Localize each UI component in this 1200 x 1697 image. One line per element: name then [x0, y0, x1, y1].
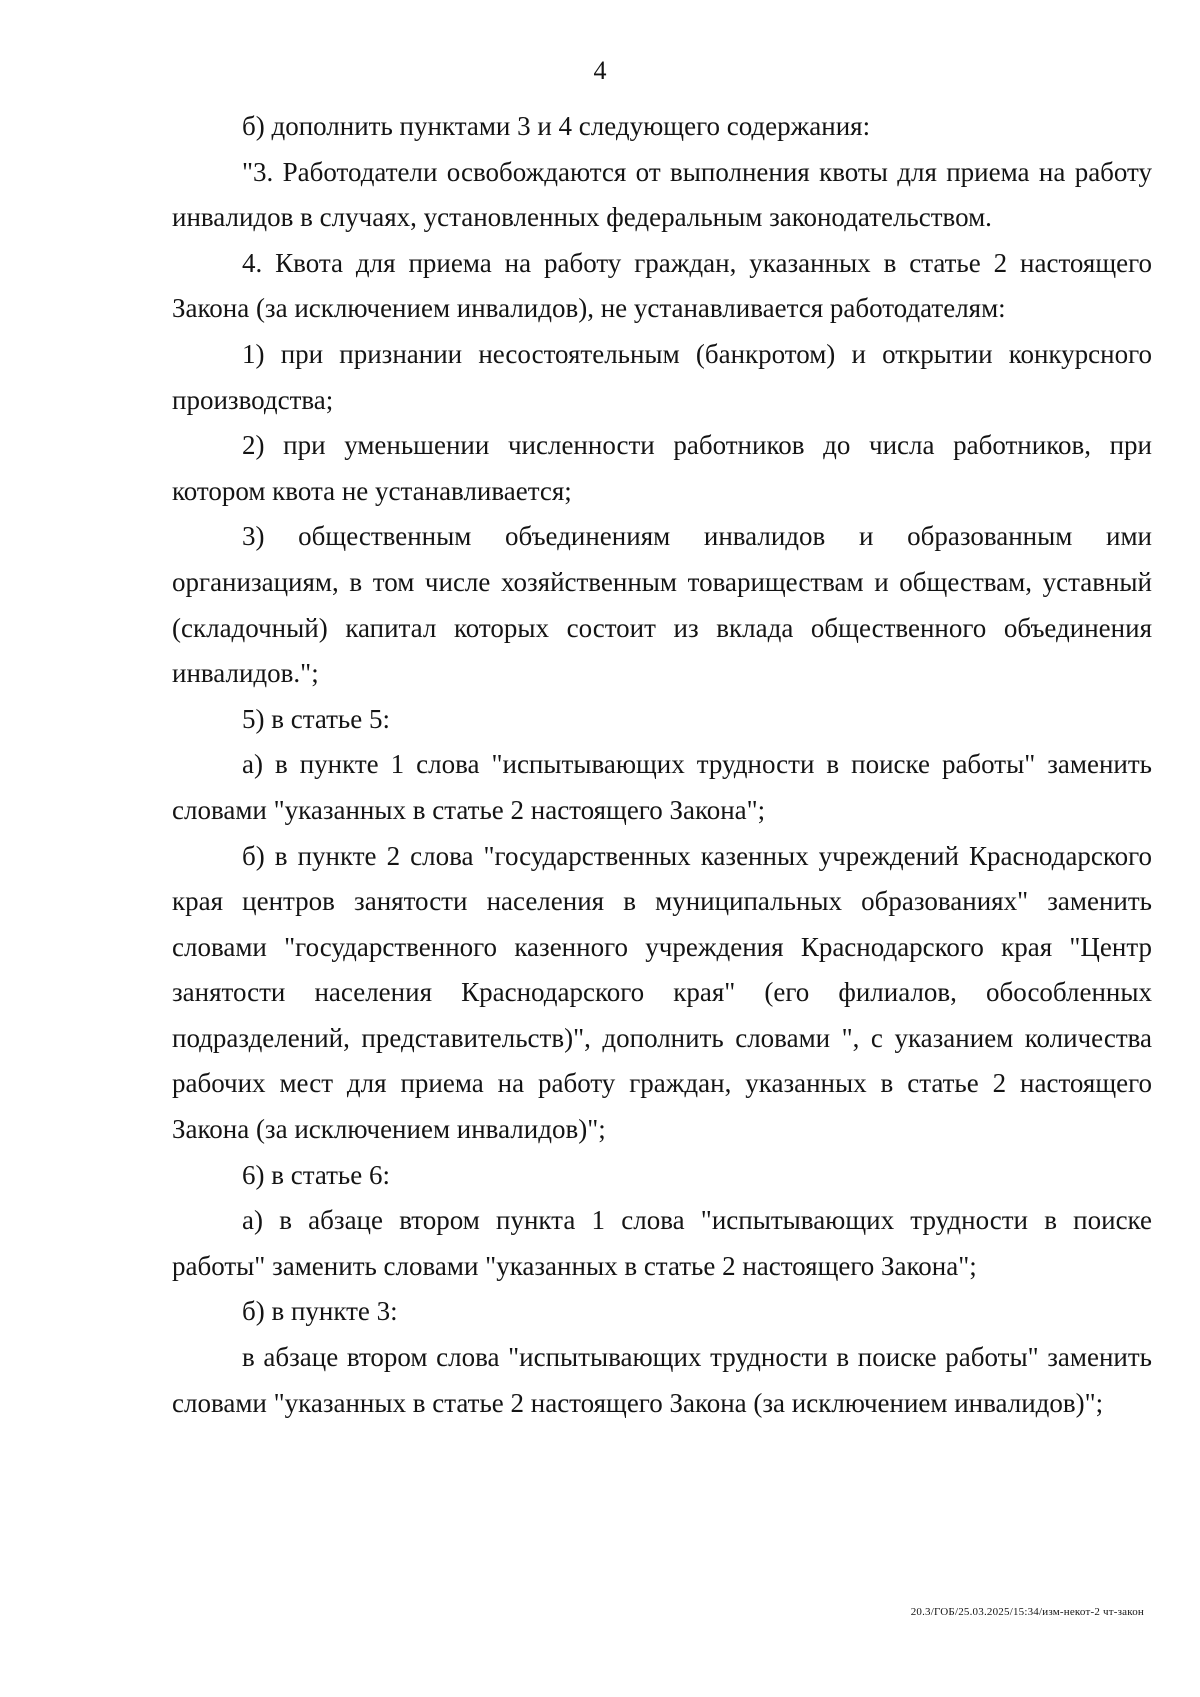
paragraph: "3. Работодатели освобождаются от выполнения квоты для приема на работу инвалидов в случаях, установленных федеральным законодательством. [172, 156, 1152, 233]
paragraph: 6) в статье 6: [242, 1159, 390, 1190]
paragraph: б) в пункте 3: [242, 1296, 398, 1327]
paragraph: 4. Квота для приема на работу граждан, указанных в статье 2 настоящего Закона (за исключением инвалидов), не устанавливается работодателям: [172, 247, 1152, 324]
paragraph: 3) общественным объединениям инвалидов и образованным ими организациям, в том числе хозяйственным товариществам и обществам, уставный (складочный) капитал которых состоит из вклада общественного объединения инвалидов."; [172, 521, 1152, 689]
paragraph: 5) в статье 5: [242, 703, 390, 734]
page-number: 4 [593, 56, 607, 85]
document-body [172, 104, 1152, 1426]
paragraph: б) в пункте 2 слова "государственных казенных учреждений Краснодарского края центров занятости населения в муниципальных образованиях" заменить словами "государственного казенного учреждения Краснодарского края "Центр занятости населения Краснодарского края" (его филиалов, обособленных подразделений, представительств)", дополнить словами ", с указанием количества рабочих мест для приема на работу граждан, указанных в статье 2 настоящего Закона (за исключением инвалидов)"; [172, 840, 1152, 1145]
paragraph: а) в абзаце втором пункта 1 слова "испытывающих трудности в поиске работы" заменить словами "указанных в статье 2 настоящего Закона"; [172, 1205, 1152, 1281]
paragraph: б) дополнить пунктами 3 и 4 следующего содержания: [242, 111, 871, 141]
footer-stamp: 20.3/ГОБ/25.03.2025/15:34/изм-некот-2 чт-закон [910, 1606, 1144, 1618]
paragraph: в абзаце втором слова "испытывающих трудности в поиске работы" заменить словами "указанных в статье 2 настоящего Закона (за исключением инвалидов)"; [172, 1342, 1152, 1418]
paragraph: 2) при уменьшении численности работников до числа работников, при котором квота не устанавливается; [172, 430, 1152, 506]
paragraph: 1) при признании несостоятельным (банкротом) и открытии конкурсного производства; [172, 338, 1152, 415]
paragraph: а) в пункте 1 слова "испытывающих трудности в поиске работы" заменить словами "указанных в статье 2 настоящего Закона"; [172, 749, 1152, 825]
